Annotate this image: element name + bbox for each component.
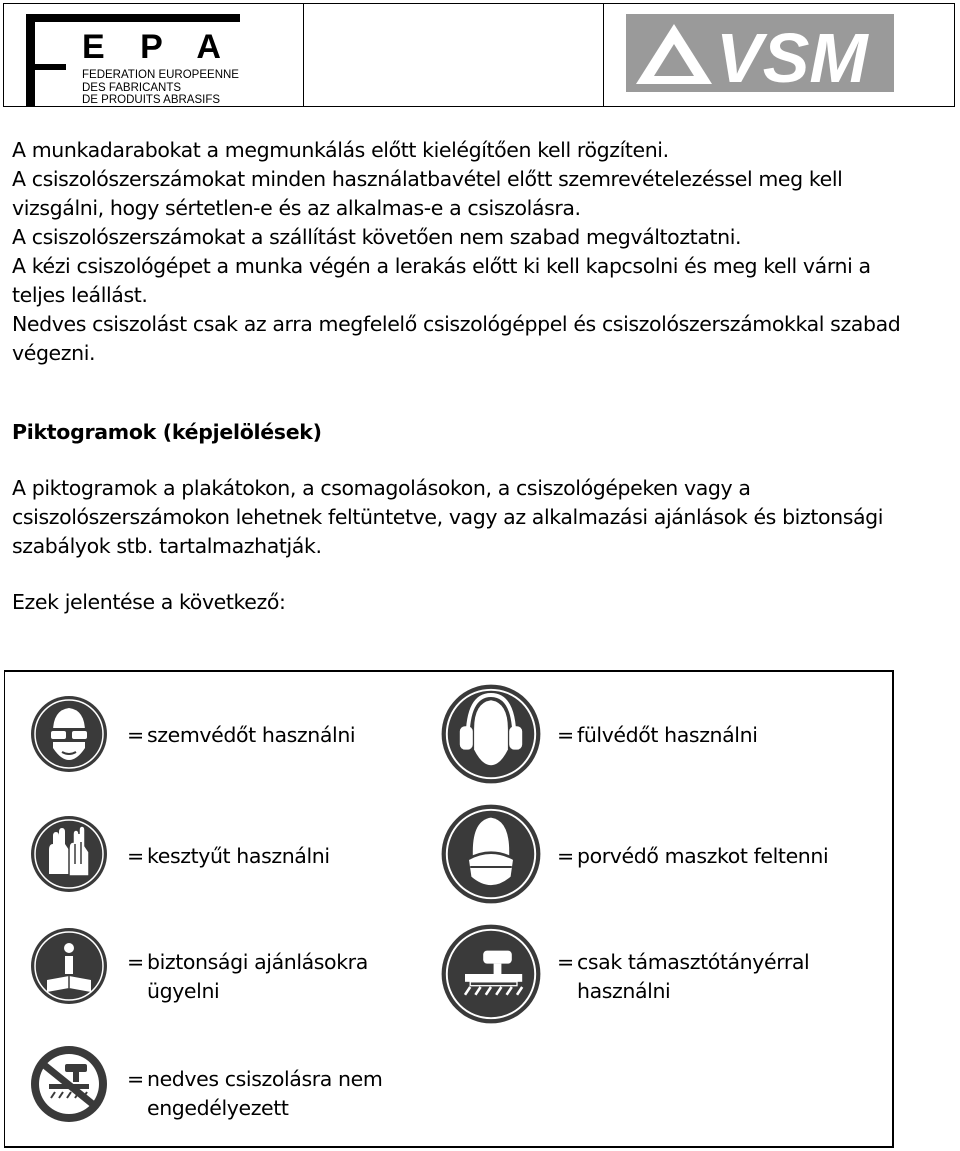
section-heading: Piktogramok (képjelölések)	[12, 420, 322, 444]
document-header	[3, 3, 955, 107]
paragraph-2: A csiszolószerszámokat minden használatbavétel előtt szemrevételezéssel meg kell vizsgálni, hogy sértetlen-e és az alkalmas-e a csiszolásra.	[12, 167, 843, 220]
safety-paragraphs	[12, 136, 912, 368]
pictogram-box	[4, 670, 894, 1148]
fepa-logo-letters: E P A	[82, 28, 227, 66]
backing-pad-icon	[439, 922, 543, 1026]
header-empty-cell	[304, 4, 604, 106]
fepa-logo-bar-mid	[26, 64, 66, 70]
fepa-subtitle-line-3: DE PRODUITS ABRASIFS	[82, 94, 221, 106]
pictogram-label-gloves: = kesztyűt használni	[127, 844, 330, 868]
vsm-logo-icon	[626, 14, 894, 92]
ear-protection-icon	[439, 682, 543, 786]
gloves-icon	[29, 814, 109, 894]
fepa-logo-subtitle	[82, 69, 239, 107]
paragraph-5: Nedves csiszolást csak az arra megfelelő csiszológéppel és csiszolószerszámokkal szabad végezni.	[12, 312, 901, 365]
meaning-line: Ezek jelentése a következő:	[12, 590, 286, 614]
pictogram-label-ear-protection: = fülvédőt használni	[557, 723, 758, 747]
fepa-logo-bar-left	[26, 14, 35, 106]
paragraph-1: A munkadarabokat a megmunkálás előtt kielégítően kell rögzíteni.	[12, 138, 669, 162]
dust-mask-icon	[439, 802, 543, 906]
pictogram-label-backing-pad: = csak támasztótányérral használni	[557, 950, 810, 1003]
pictogram-label-no-wet-grinding: = nedves csiszolásra nem engedélyezett	[127, 1067, 383, 1120]
fepa-subtitle-line-1: FEDERATION EUROPEENNE	[82, 69, 239, 81]
no-wet-grinding-icon	[29, 1044, 109, 1124]
fepa-logo-bar-top	[26, 14, 240, 22]
pictogram-label-read-instructions: = biztonsági ajánlásokra ügyelni	[127, 950, 368, 1003]
vsm-logo-text: VSM	[716, 19, 868, 92]
paragraph-3: A csiszolószerszámokat a szállítást követően nem szabad megváltoztatni.	[12, 225, 742, 249]
fepa-logo-cell	[4, 4, 304, 106]
eye-protection-icon	[29, 694, 109, 774]
fepa-subtitle-line-2: DES FABRICANTS	[82, 81, 182, 94]
vsm-logo-cell	[604, 4, 954, 106]
pictogram-label-eye-protection: = szemvédőt használni	[127, 723, 356, 747]
pictogram-label-dust-mask: = porvédő maszkot feltenni	[557, 844, 829, 868]
read-instructions-icon	[29, 926, 109, 1006]
paragraph-4: A kézi csiszológépet a munka végén a lerakás előtt ki kell kapcsolni és meg kell várni a teljes leállást.	[12, 254, 871, 307]
intro-paragraph: A piktogramok a plakátokon, a csomagolásokon, a csiszológépeken vagy a csiszolószerszámokon lehetnek feltüntetve, vagy az alkalmazási ajánlások és biztonsági szabályok stb. tartalmazhatják.	[12, 476, 884, 558]
